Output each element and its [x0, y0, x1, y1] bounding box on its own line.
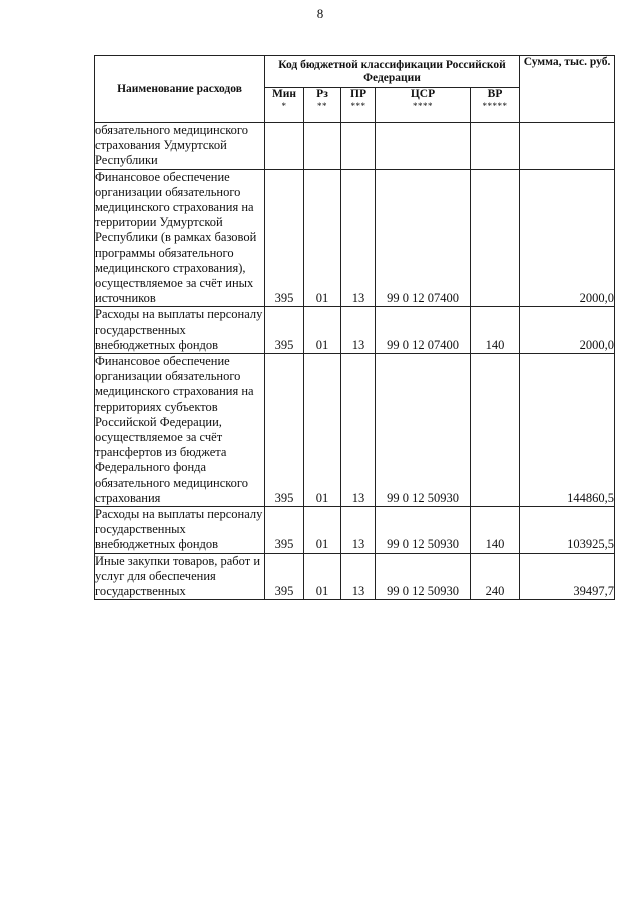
header-code-group: Код бюджетной классификации Российской Федерации: [265, 56, 520, 88]
cell-vr: [471, 169, 520, 307]
cell-csr: 99 0 12 07400: [376, 307, 471, 354]
cell-amount: 2000,0: [520, 169, 615, 307]
cell-pr: 13: [341, 553, 376, 600]
cell-name: Расходы на выплаты персоналу государственных внебюджетных фондов: [95, 507, 265, 554]
cell-vr: [471, 354, 520, 507]
header-col-pr: ПР ***: [341, 88, 376, 123]
cell-min: [265, 123, 304, 170]
cell-min: 395: [265, 307, 304, 354]
cell-csr: [376, 123, 471, 170]
table-row: [95, 507, 615, 554]
header-name: Наименование расходов: [95, 56, 265, 123]
budget-expenditure-table: [94, 55, 615, 600]
header-col-rz: Рз **: [304, 88, 341, 123]
cell-csr: 99 0 12 50930: [376, 553, 471, 600]
cell-pr: 13: [341, 507, 376, 554]
cell-rz: 01: [304, 507, 341, 554]
cell-pr: [341, 123, 376, 170]
cell-min: 395: [265, 507, 304, 554]
header-col-vr: ВР *****: [471, 88, 520, 123]
table-header: [95, 56, 615, 123]
page-number: 8: [316, 6, 324, 21]
cell-min: 395: [265, 169, 304, 307]
cell-csr: 99 0 12 07400: [376, 169, 471, 307]
header-col-min: Мин *: [265, 88, 304, 123]
cell-name: Финансовое обеспечение организации обязательного медицинского страхования на территории Удмуртской Республики (в рамках базовой программы обязательного медицинского страхования), осуществляемое за счёт иных источников: [95, 169, 265, 307]
cell-rz: 01: [304, 354, 341, 507]
cell-name: Иные закупки товаров, работ и услуг для обеспечения государственных: [95, 553, 265, 600]
cell-amount: 144860,5: [520, 354, 615, 507]
cell-vr: 140: [471, 507, 520, 554]
cell-csr: 99 0 12 50930: [376, 354, 471, 507]
cell-min: 395: [265, 553, 304, 600]
cell-pr: 13: [341, 169, 376, 307]
cell-name: Финансовое обеспечение организации обязательного медицинского страхования на территориях субъектов Российской Федерации, осуществляемое за счёт трансфертов из бюджета Федерального фонда обязательного медицинского страхования: [95, 354, 265, 507]
cell-rz: 01: [304, 307, 341, 354]
cell-amount: 2000,0: [520, 307, 615, 354]
cell-name: обязательного медицинского страхования Удмуртской Республики: [95, 123, 265, 170]
cell-amount: 39497,7: [520, 553, 615, 600]
cell-pr: 13: [341, 354, 376, 507]
table-row: [95, 307, 615, 354]
cell-name: Расходы на выплаты персоналу государственных внебюджетных фондов: [95, 307, 265, 354]
cell-rz: [304, 123, 341, 170]
table-row: [95, 553, 615, 600]
table-row: [95, 354, 615, 507]
cell-amount: [520, 123, 615, 170]
table-row: [95, 169, 615, 307]
cell-pr: 13: [341, 307, 376, 354]
header-amount: Сумма, тыс. руб.: [520, 56, 615, 123]
cell-vr: [471, 123, 520, 170]
cell-min: 395: [265, 354, 304, 507]
table-row: [95, 123, 615, 170]
cell-csr: 99 0 12 50930: [376, 507, 471, 554]
header-col-csr: ЦСР ****: [376, 88, 471, 123]
cell-rz: 01: [304, 169, 341, 307]
cell-amount: 103925,5: [520, 507, 615, 554]
cell-vr: 240: [471, 553, 520, 600]
cell-rz: 01: [304, 553, 341, 600]
cell-vr: 140: [471, 307, 520, 354]
